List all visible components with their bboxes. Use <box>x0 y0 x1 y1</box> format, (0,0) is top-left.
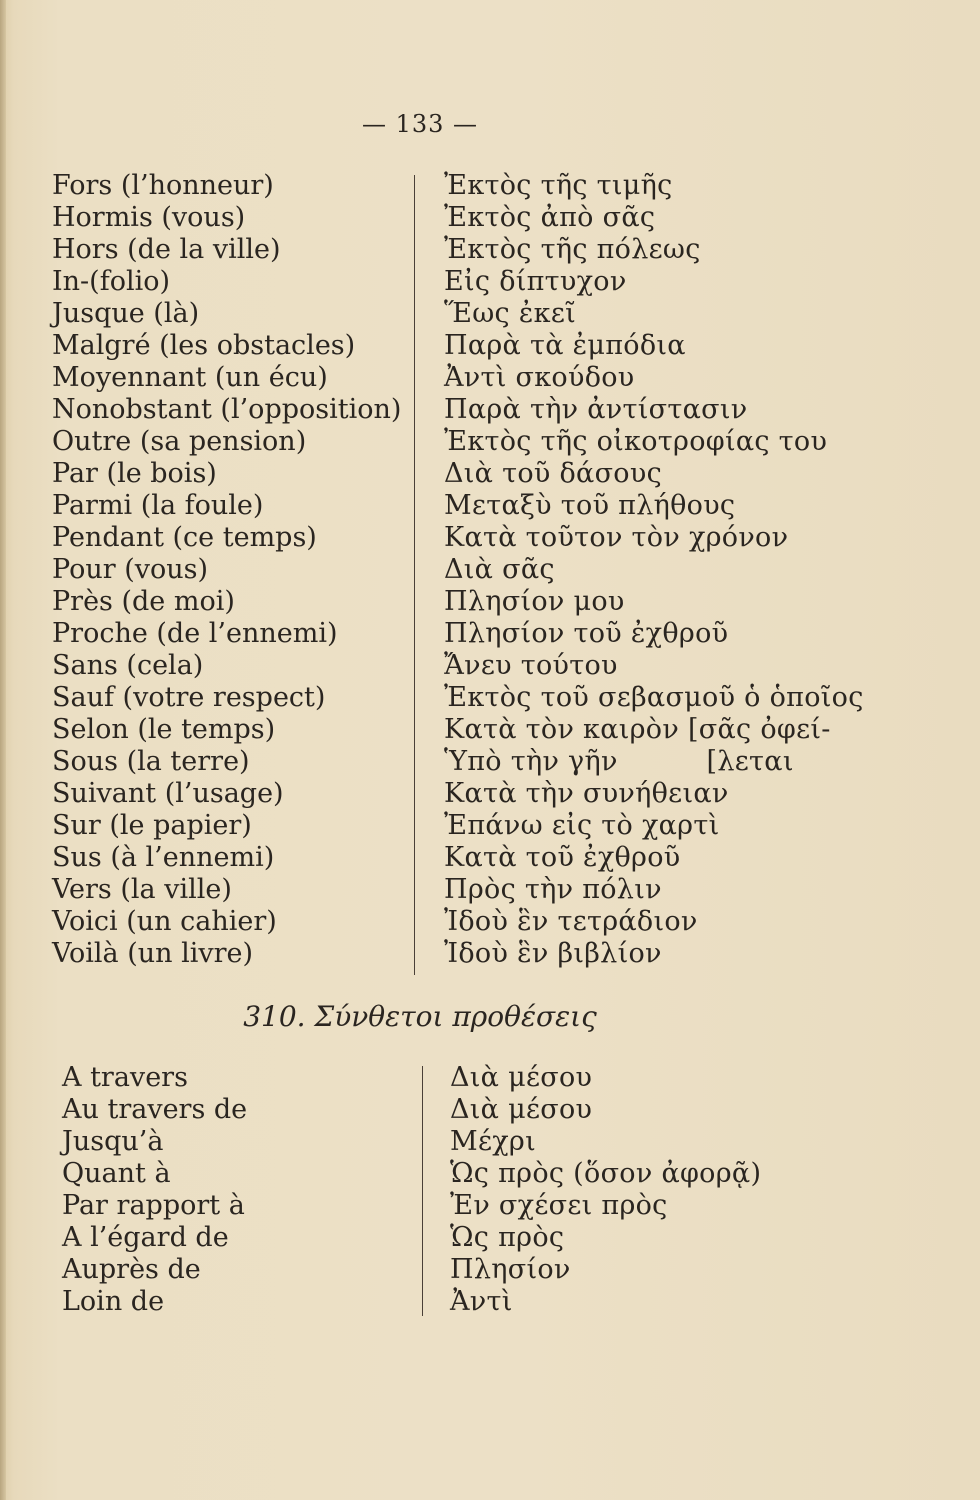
french-preposition: Parmi (la foule) <box>52 490 264 521</box>
greek-translation: Παρὰ τὴν ἀντίστασιν <box>444 394 748 425</box>
greek-compound-translation: Διὰ μέσου <box>450 1062 593 1093</box>
greek-translation: Πλησίον τοῦ ἐχθροῦ <box>444 618 729 649</box>
french-preposition: Hors (de la ville) <box>52 234 281 265</box>
greek-translation: Παρὰ τὰ ἐμπόδια <box>444 330 686 361</box>
compound-greek-column <box>450 1062 761 1318</box>
french-preposition: Nonobstant (l’opposition) <box>52 394 402 425</box>
french-preposition: Pour (vous) <box>52 554 209 585</box>
french-compound-preposition: Jusqu’à <box>62 1126 164 1157</box>
greek-translation: Ἐκτὸς τοῦ σεβασμοῦ ὁ ὁποῖος <box>444 682 864 713</box>
greek-compound-translation: Ἀντὶ <box>450 1286 513 1317</box>
french-preposition: Voici (un cahier) <box>52 906 277 937</box>
french-preposition: Outre (sa pension) <box>52 426 307 457</box>
greek-translation: Ὑπὸ τὴν γῆν [λεται <box>444 746 794 777</box>
french-compound-preposition: Auprès de <box>62 1254 201 1285</box>
french-compound-preposition: A l’égard de <box>62 1222 229 1253</box>
french-preposition: Jusque (là) <box>52 298 200 329</box>
greek-translations-column <box>444 170 864 970</box>
french-compound-preposition: Loin de <box>62 1286 165 1317</box>
french-preposition: Hormis (vous) <box>52 202 246 233</box>
greek-translation: Ἐκτὸς τῆς τιμῆς <box>444 170 673 201</box>
french-preposition: In-(folio) <box>52 266 171 297</box>
greek-compound-translation: Ὡς πρὸς <box>450 1222 565 1253</box>
greek-translation: Ἀντὶ σκούδου <box>444 362 635 393</box>
french-compound-preposition: Par rapport à <box>62 1190 245 1221</box>
greek-translation: Κατὰ τὸν καιρὸν [σᾶς ὀφεί- <box>444 714 831 745</box>
greek-translation: Ἰδοὺ ἓν βιβλίον <box>444 938 662 969</box>
greek-translation: Μεταξὺ τοῦ πλήθους <box>444 490 736 521</box>
greek-compound-translation: Ἐν σχέσει πρὸς <box>450 1190 668 1221</box>
french-preposition: Près (de moi) <box>52 586 235 617</box>
french-compound-preposition: Quant à <box>62 1158 171 1189</box>
page-number: — 133 — <box>361 110 479 138</box>
french-preposition: Pendant (ce temps) <box>52 522 317 553</box>
french-preposition: Sus (à l’ennemi) <box>52 842 275 873</box>
french-preposition: Sauf (votre respect) <box>52 682 326 713</box>
greek-compound-translation: Μέχρι <box>450 1126 536 1157</box>
greek-compound-translation: Διὰ μέσου <box>450 1094 593 1125</box>
french-preposition: Suivant (l’usage) <box>52 778 284 809</box>
french-preposition: Moyennant (un écu) <box>52 362 328 393</box>
french-preposition: Sous (la terre) <box>52 746 250 777</box>
greek-translation: Ἐκτὸς τῆς οἰκοτροφίας του <box>444 426 828 457</box>
french-compound-preposition: Au travers de <box>62 1094 248 1125</box>
binding-edge <box>0 0 6 1500</box>
greek-translation: Εἰς δίπτυχον <box>444 266 627 297</box>
column-divider <box>422 1066 423 1316</box>
greek-compound-translation: Πλησίον <box>450 1254 571 1285</box>
section-heading: 310. Σύνθετοι προθέσεις <box>243 1000 597 1033</box>
french-preposition: Proche (de l’ennemi) <box>52 618 338 649</box>
greek-translation: Ἐκτὸς τῆς πόλεως <box>444 234 701 265</box>
compound-french-column <box>62 1062 247 1318</box>
french-preposition: Sans (cela) <box>52 650 204 681</box>
french-preposition: Voilà (un livre) <box>52 938 254 969</box>
french-preposition: Selon (le temps) <box>52 714 276 745</box>
greek-translation: Κατὰ τοῦτον τὸν χρόνον <box>444 522 789 553</box>
greek-translation: Κατὰ τοῦ ἐχθροῦ <box>444 842 681 873</box>
greek-translation: Ἰδοὺ ἓν τετράδιον <box>444 906 698 937</box>
french-preposition: Malgré (les obstacles) <box>52 330 356 361</box>
greek-translation: Διὰ τοῦ δάσους <box>444 458 662 489</box>
greek-translation: Ἄνευ τούτου <box>444 650 618 681</box>
french-preposition: Vers (la ville) <box>52 874 232 905</box>
column-divider <box>414 175 415 975</box>
greek-translation: Ἕως ἐκεῖ <box>444 298 576 329</box>
french-compound-preposition: A travers <box>62 1062 188 1093</box>
greek-translation: Διὰ σᾶς <box>444 554 555 585</box>
french-preposition: Par (le bois) <box>52 458 217 489</box>
greek-translation: Πρὸς τὴν πόλιν <box>444 874 662 905</box>
greek-compound-translation: Ὡς πρὸς (ὅσον ἀφορᾷ) <box>450 1158 762 1189</box>
greek-translation: Ἐκτὸς ἀπὸ σᾶς <box>444 202 656 233</box>
greek-translation: Ἐπάνω εἰς τὸ χαρτὶ <box>444 810 720 841</box>
french-preposition: Fors (l’honneur) <box>52 170 274 201</box>
french-preposition: Sur (le papier) <box>52 810 252 841</box>
french-prepositions-column <box>52 170 401 970</box>
greek-translation: Κατὰ τὴν συνήθειαν <box>444 778 729 809</box>
greek-translation: Πλησίον μου <box>444 586 625 617</box>
